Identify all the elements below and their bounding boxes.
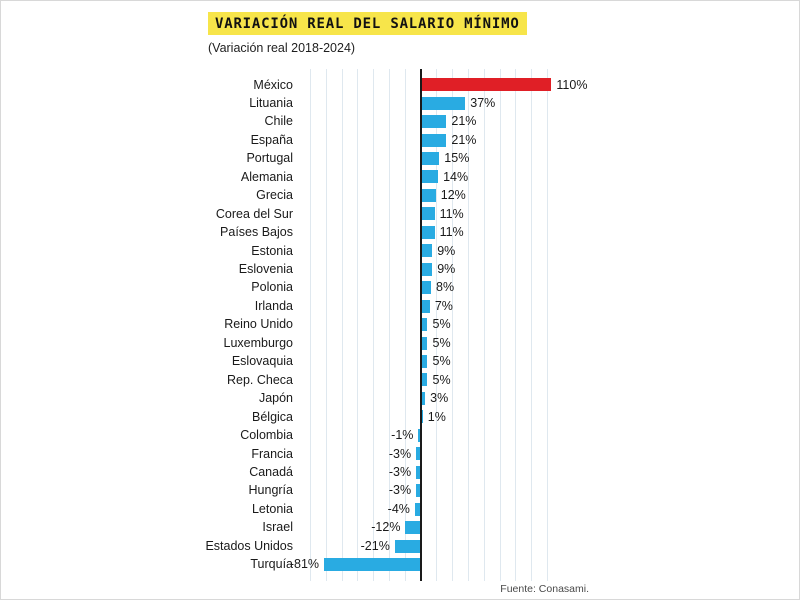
category-label-espana: España <box>250 132 293 147</box>
value-label-portugal: 15% <box>444 151 470 166</box>
value-label-francia: -3% <box>388 446 412 461</box>
chart-row <box>41 94 661 112</box>
chart-row <box>41 149 661 167</box>
chart-title: VARIACIÓN REAL DEL SALARIO MÍNIMO <box>208 12 527 35</box>
value-label-corea-del-sur: 11% <box>439 206 464 221</box>
bar-alemania <box>422 170 439 183</box>
value-label-chile: 21% <box>451 114 477 129</box>
bar-turquia <box>324 558 420 571</box>
category-label-mexico: México <box>253 77 293 92</box>
source-note: Fuente: Conasami. <box>500 583 589 595</box>
value-label-alemania: 14% <box>443 169 469 184</box>
bar-lituania <box>422 97 466 110</box>
bar-eslovaquia <box>422 355 428 368</box>
plot-cell <box>289 555 547 573</box>
value-label-lituania: 37% <box>470 95 496 110</box>
value-label-belgica: 1% <box>427 409 446 424</box>
category-label-chile: Chile <box>264 114 293 129</box>
plot-cell <box>310 76 588 94</box>
category-label-irlanda: Irlanda <box>254 298 293 313</box>
bar-irlanda <box>422 300 430 313</box>
bar-canada <box>416 466 420 479</box>
value-label-eslovaquia: 5% <box>432 354 451 369</box>
category-label-japon: Japón <box>258 391 293 406</box>
bar-luxemburgo <box>422 337 428 350</box>
value-label-espana: 21% <box>451 132 477 147</box>
chart-row <box>41 205 661 223</box>
plot-cell <box>310 463 547 481</box>
plot-cell <box>310 112 547 130</box>
plot-cell <box>310 315 547 333</box>
plot-cell <box>310 131 547 149</box>
value-label-mexico: 110% <box>556 77 588 92</box>
category-label-alemania: Alemania <box>240 169 293 184</box>
bar-grecia <box>422 189 436 202</box>
chart-row <box>41 278 661 296</box>
value-label-estados-unidos: -21% <box>360 538 390 553</box>
chart-row <box>41 445 661 463</box>
category-label-polonia: Polonia <box>251 280 293 295</box>
plot-cell <box>310 500 547 518</box>
category-label-luxemburgo: Luxemburgo <box>223 335 293 350</box>
plot-cell <box>310 537 547 555</box>
bar-hungria <box>416 484 420 497</box>
category-label-hungria: Hungría <box>248 483 293 498</box>
category-label-estados-unidos: Estados Unidos <box>205 538 293 553</box>
category-label-colombia: Colombia <box>240 428 293 443</box>
category-label-letonia: Letonia <box>251 501 293 516</box>
value-label-israel: -12% <box>371 520 401 535</box>
plot-cell <box>310 426 547 444</box>
category-label-belgica: Bélgica <box>252 409 293 424</box>
value-label-japon: 3% <box>430 391 449 406</box>
chart-row <box>41 408 661 426</box>
plot-cell <box>310 481 547 499</box>
chart-row <box>41 500 661 518</box>
category-label-rep-checa: Rep. Checa <box>226 372 293 387</box>
chart-row <box>41 260 661 278</box>
chart-row <box>41 334 661 352</box>
value-label-letonia: -4% <box>387 501 410 516</box>
plot-cell <box>310 242 547 260</box>
plot-cell <box>310 408 547 426</box>
plot-cell <box>310 445 547 463</box>
bar-israel <box>405 521 419 534</box>
category-label-corea-del-sur: Corea del Sur <box>215 206 293 221</box>
bar-belgica <box>422 410 423 423</box>
chart-row <box>41 297 661 315</box>
category-label-reino-unido: Reino Unido <box>224 317 293 332</box>
plot-cell <box>310 168 547 186</box>
chart-row <box>41 242 661 260</box>
bar-colombia <box>418 429 419 442</box>
bar-corea-del-sur <box>422 207 435 220</box>
value-label-paises-bajos: 11% <box>439 225 464 240</box>
chart-row <box>41 463 661 481</box>
plot-cell <box>310 297 547 315</box>
category-label-portugal: Portugal <box>246 151 293 166</box>
chart-subtitle: (Variación real 2018-2024) <box>208 41 356 55</box>
category-label-lituania: Lituania <box>249 95 293 110</box>
value-label-luxemburgo: 5% <box>432 335 451 350</box>
bar-eslovenia <box>422 263 433 276</box>
chart-row <box>41 315 661 333</box>
bar-chile <box>422 115 447 128</box>
plot-cell <box>310 260 547 278</box>
plot-cell <box>310 94 547 112</box>
bar-japon <box>422 392 426 405</box>
chart-row <box>41 168 661 186</box>
category-label-eslovaquia: Eslovaquia <box>231 354 293 369</box>
bar-reino-unido <box>422 318 428 331</box>
bar-portugal <box>422 152 440 165</box>
chart-row <box>41 481 661 499</box>
bar-letonia <box>415 503 420 516</box>
value-label-grecia: 12% <box>440 188 466 203</box>
category-label-francia: Francia <box>251 446 293 461</box>
chart-row <box>41 537 661 555</box>
category-label-israel: Israel <box>262 520 293 535</box>
chart-row <box>41 555 661 573</box>
bar-estados-unidos <box>395 540 420 553</box>
value-label-eslovenia: 9% <box>437 262 456 277</box>
chart-row <box>41 389 661 407</box>
bar-estonia <box>422 244 433 257</box>
bar-mexico <box>422 78 552 91</box>
plot-cell <box>310 352 547 370</box>
category-label-turquia: Turquía <box>250 557 293 572</box>
plot-cell <box>310 149 547 167</box>
bar-paises-bajos <box>422 226 435 239</box>
value-label-estonia: 9% <box>437 243 456 258</box>
plot-cell <box>310 278 547 296</box>
chart-row <box>41 76 661 94</box>
value-label-irlanda: 7% <box>434 298 453 313</box>
chart-row <box>41 352 661 370</box>
chart-row <box>41 518 661 536</box>
plot-cell <box>310 223 547 241</box>
plot-cell <box>310 518 547 536</box>
category-label-canada: Canadá <box>249 465 293 480</box>
value-label-rep-checa: 5% <box>432 372 451 387</box>
category-label-estonia: Estonia <box>251 243 293 258</box>
value-label-reino-unido: 5% <box>432 317 451 332</box>
bar-rep-checa <box>422 373 428 386</box>
value-label-hungria: -3% <box>388 483 412 498</box>
chart-row <box>41 371 661 389</box>
category-label-eslovenia: Eslovenia <box>238 262 293 277</box>
value-label-turquia: -81% <box>289 557 320 572</box>
bar-espana <box>422 134 447 147</box>
value-label-canada: -3% <box>388 465 412 480</box>
chart-row <box>41 426 661 444</box>
chart-row <box>41 131 661 149</box>
plot-cell <box>310 371 547 389</box>
plot-cell <box>310 334 547 352</box>
plot-cell <box>310 186 547 204</box>
category-label-paises-bajos: Países Bajos <box>220 225 293 240</box>
chart-row <box>41 112 661 130</box>
plot-cell <box>310 205 547 223</box>
bar-polonia <box>422 281 431 294</box>
bar-chart <box>41 76 661 574</box>
plot-cell <box>310 389 547 407</box>
chart-row <box>41 223 661 241</box>
bar-francia <box>416 447 420 460</box>
value-label-polonia: 8% <box>436 280 455 295</box>
value-label-colombia: -1% <box>391 428 414 443</box>
chart-row <box>41 186 661 204</box>
category-label-grecia: Grecia <box>256 188 293 203</box>
